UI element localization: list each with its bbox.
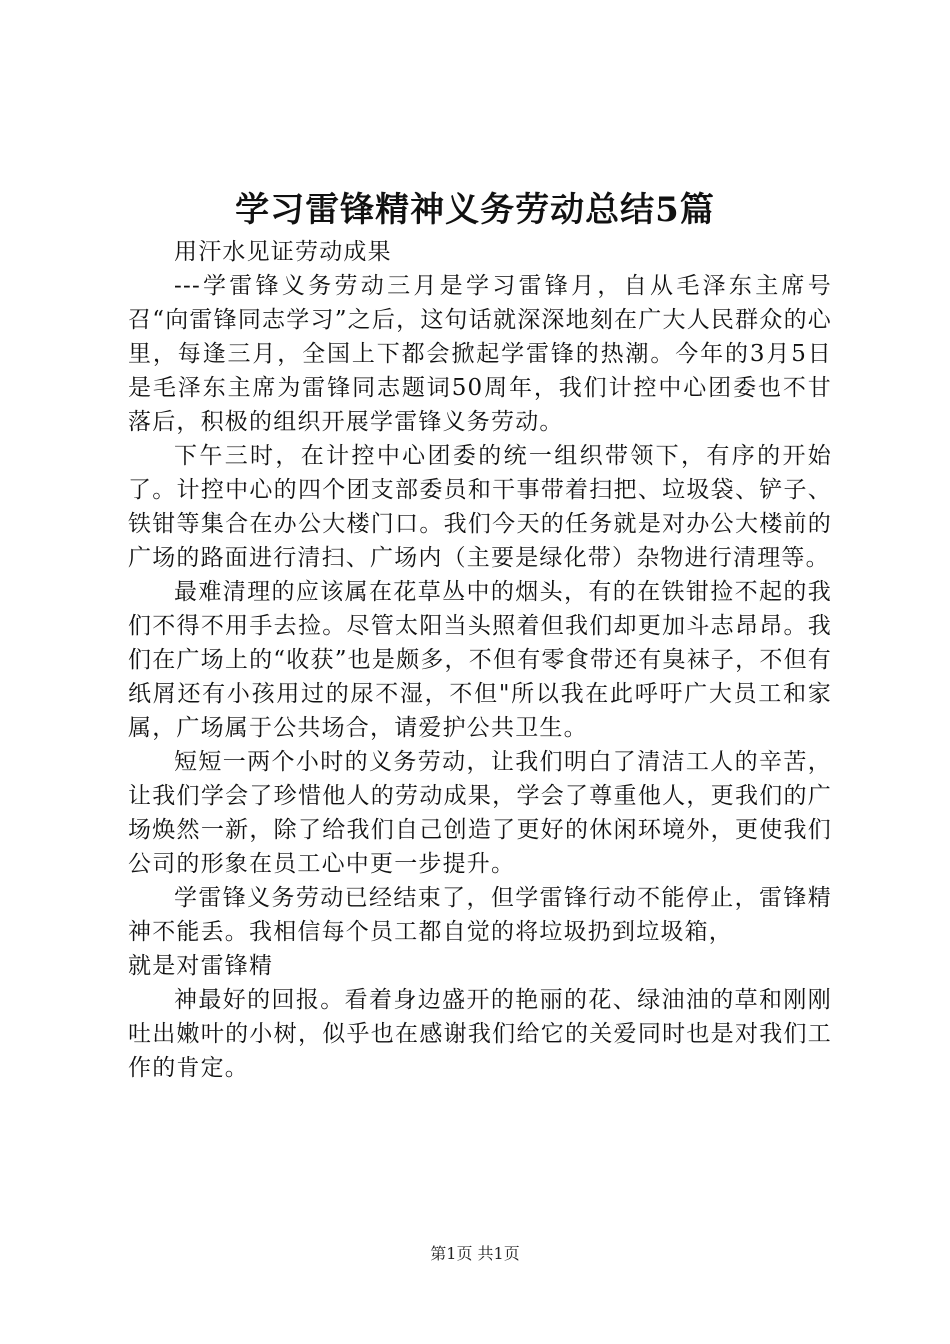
paragraph-reflection: 短短一两个小时的义务劳动，让我们明白了清洁工人的辛苦，让我们学会了珍惜他人的劳动成果，学会了尊重他人，更我们的广场焕然一新，除了给我们自己创造了更好的休闲环境外，更使我们公司的形象在员工心中更一步提升。 bbox=[128, 749, 832, 877]
document-title: 学习雷锋精神义务劳动总结5篇 bbox=[235, 190, 715, 230]
paragraph-afternoon: 下午三时，在计控中心团委的统一组织带领下，有序的开始了。计控中心的四个团支部委员和干事带着扫把、垃圾袋、铲子、铁钳等集合在办公大楼门口。我们今天的任务就是对办公大楼前的广场的路面进行清扫、广场内（主要是绿化带）杂物进行清理等。 bbox=[128, 443, 832, 571]
paragraph-subtitle: 用汗水见证劳动成果 bbox=[174, 239, 392, 265]
paragraph-closing: 神最好的回报。看着身边盛开的艳丽的花、绿油油的草和刚刚吐出嫩叶的小树，似乎也在感谢我们给它的关爱同时也是对我们工作的肯定。 bbox=[128, 987, 832, 1081]
document-body bbox=[128, 235, 832, 1085]
paragraph-conclusion-continued: 就是对雷锋精 bbox=[128, 953, 274, 979]
page-footer: 第1页 共1页 bbox=[430, 1244, 520, 1263]
paragraph-conclusion: 学雷锋义务劳动已经结束了，但学雷锋行动不能停止，雷锋精神不能丢。我相信每个员工都自觉的将垃圾扔到垃圾箱， bbox=[128, 885, 832, 945]
paragraph-cleanup: 最难清理的应该属在花草丛中的烟头，有的在铁钳捡不起的我们不得不用手去捡。尽管太阳当头照着但我们却更加斗志昂昂。我们在广场上的“收获”也是颇多，不但有零食带还有臭袜子，不但有纸屑还有小孩用过的尿不湿，不但"所以我在此呼吁广大员工和家属，广场属于公共场合，请爱护公共卫生。 bbox=[128, 579, 832, 741]
paragraph-intro: ---学雷锋义务劳动三月是学习雷锋月，自从毛泽东主席号召“向雷锋同志学习”之后，这句话就深深地刻在广大人民群众的心里，每逢三月，全国上下都会掀起学雷锋的热潮。今年的3月5日是毛泽东主席为雷锋同志题词50周年，我们计控中心团委也不甘落后，积极的组织开展学雷锋义务劳动。 bbox=[128, 273, 832, 435]
